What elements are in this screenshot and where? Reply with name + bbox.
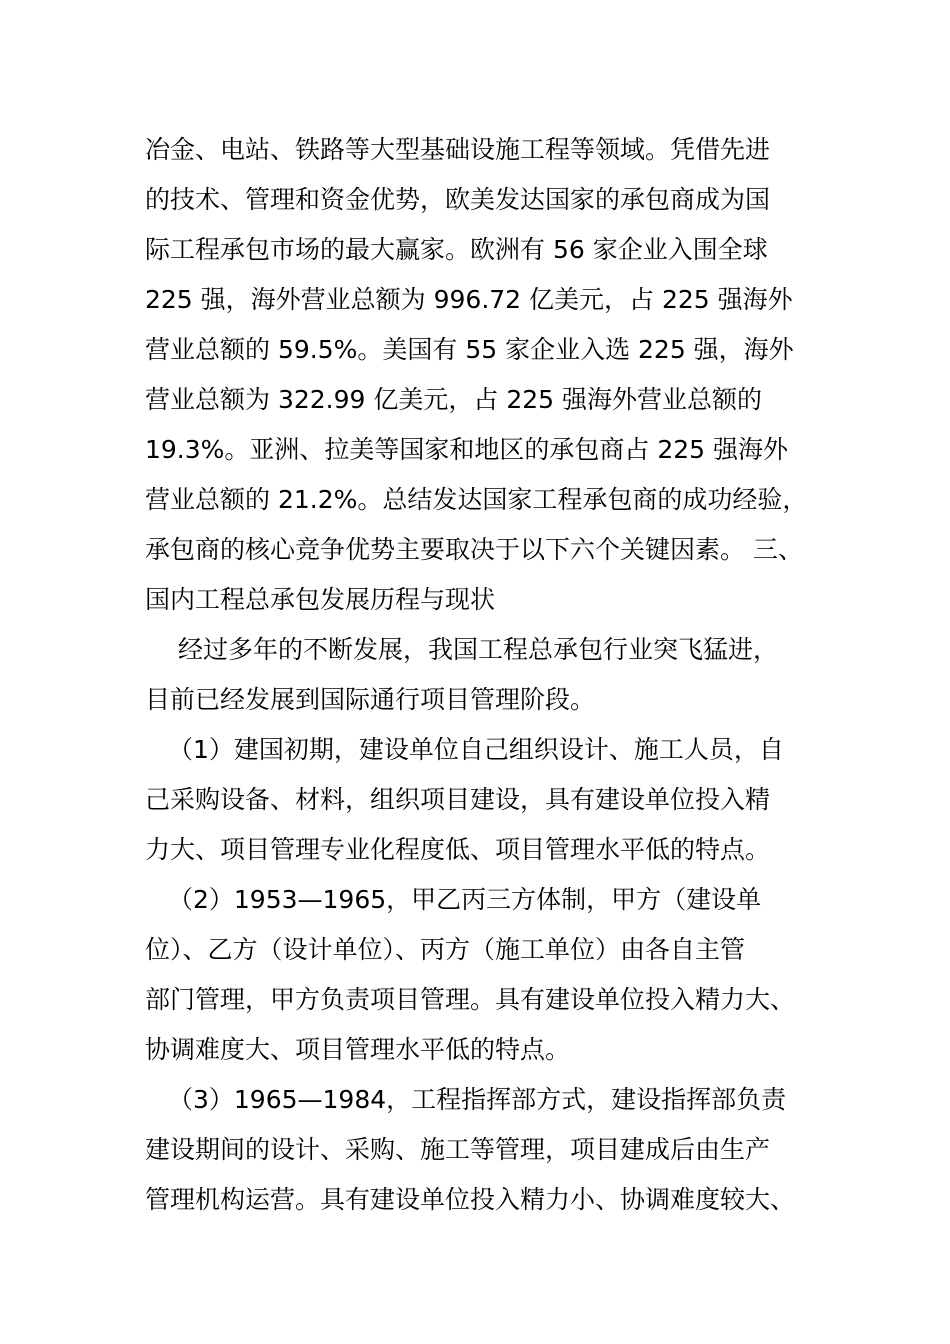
text-line: 己采购设备、材料，组织项目建设，具有建设单位投入精 — [145, 785, 771, 814]
text-line: 协调难度大、项目管理水平低的特点。 — [145, 1035, 571, 1064]
text-line: 部门管理，甲方负责项目管理。具有建设单位投入精力大、 — [145, 985, 796, 1014]
text-line: 管理机构运营。具有建设单位投入精力小、协调难度较大、 — [145, 1185, 796, 1214]
section-heading: 国内工程总承包发展历程与现状 — [145, 585, 496, 614]
list-item-1-first-line: （1）建国初期，建设单位自己组织设计、施工人员，自 — [168, 735, 784, 764]
text-line: 营业总额的 21.2%。总结发达国家工程承包商的成功经验， — [145, 485, 808, 514]
list-item-2-first-line: （2）1953—1965，甲乙丙三方体制，甲方（建设单 — [168, 885, 762, 914]
text-line: 冶金、电站、铁路等大型基础设施工程等领域。凭借先进 — [145, 135, 771, 164]
text-line: 225 强，海外营业总额为 996.72 亿美元，占 225 强海外 — [145, 285, 793, 314]
paragraph-first-line: 经过多年的不断发展，我国工程总承包行业突飞猛进， — [178, 635, 779, 664]
text-line: 力大、项目管理专业化程度低、项目管理水平低的特点。 — [145, 835, 771, 864]
text-line: 目前已经发展到国际通行项目管理阶段。 — [145, 685, 596, 714]
text-line: 营业总额为 322.99 亿美元，占 225 强海外营业总额的 — [145, 385, 762, 414]
text-line: 的技术、管理和资金优势，欧美发达国家的承包商成为国 — [145, 185, 771, 214]
text-line: 建设期间的设计、采购、施工等管理，项目建成后由生产 — [145, 1135, 771, 1164]
list-item-3-first-line: （3）1965—1984，工程指挥部方式，建设指挥部负责 — [168, 1085, 787, 1114]
text-line: 际工程承包市场的最大赢家。欧洲有 56 家企业入围全球 — [145, 235, 768, 264]
text-line: 位）、乙方（设计单位）、丙方（施工单位）由各自主管 — [145, 935, 746, 964]
text-line: 承包商的核心竞争优势主要取决于以下六个关键因素。 三、 — [145, 535, 803, 564]
text-line: 营业总额的 59.5%。美国有 55 家企业入选 225 强，海外 — [145, 335, 794, 364]
text-line: 19.3%。亚洲、拉美等国家和地区的承包商占 225 强海外 — [145, 435, 789, 464]
